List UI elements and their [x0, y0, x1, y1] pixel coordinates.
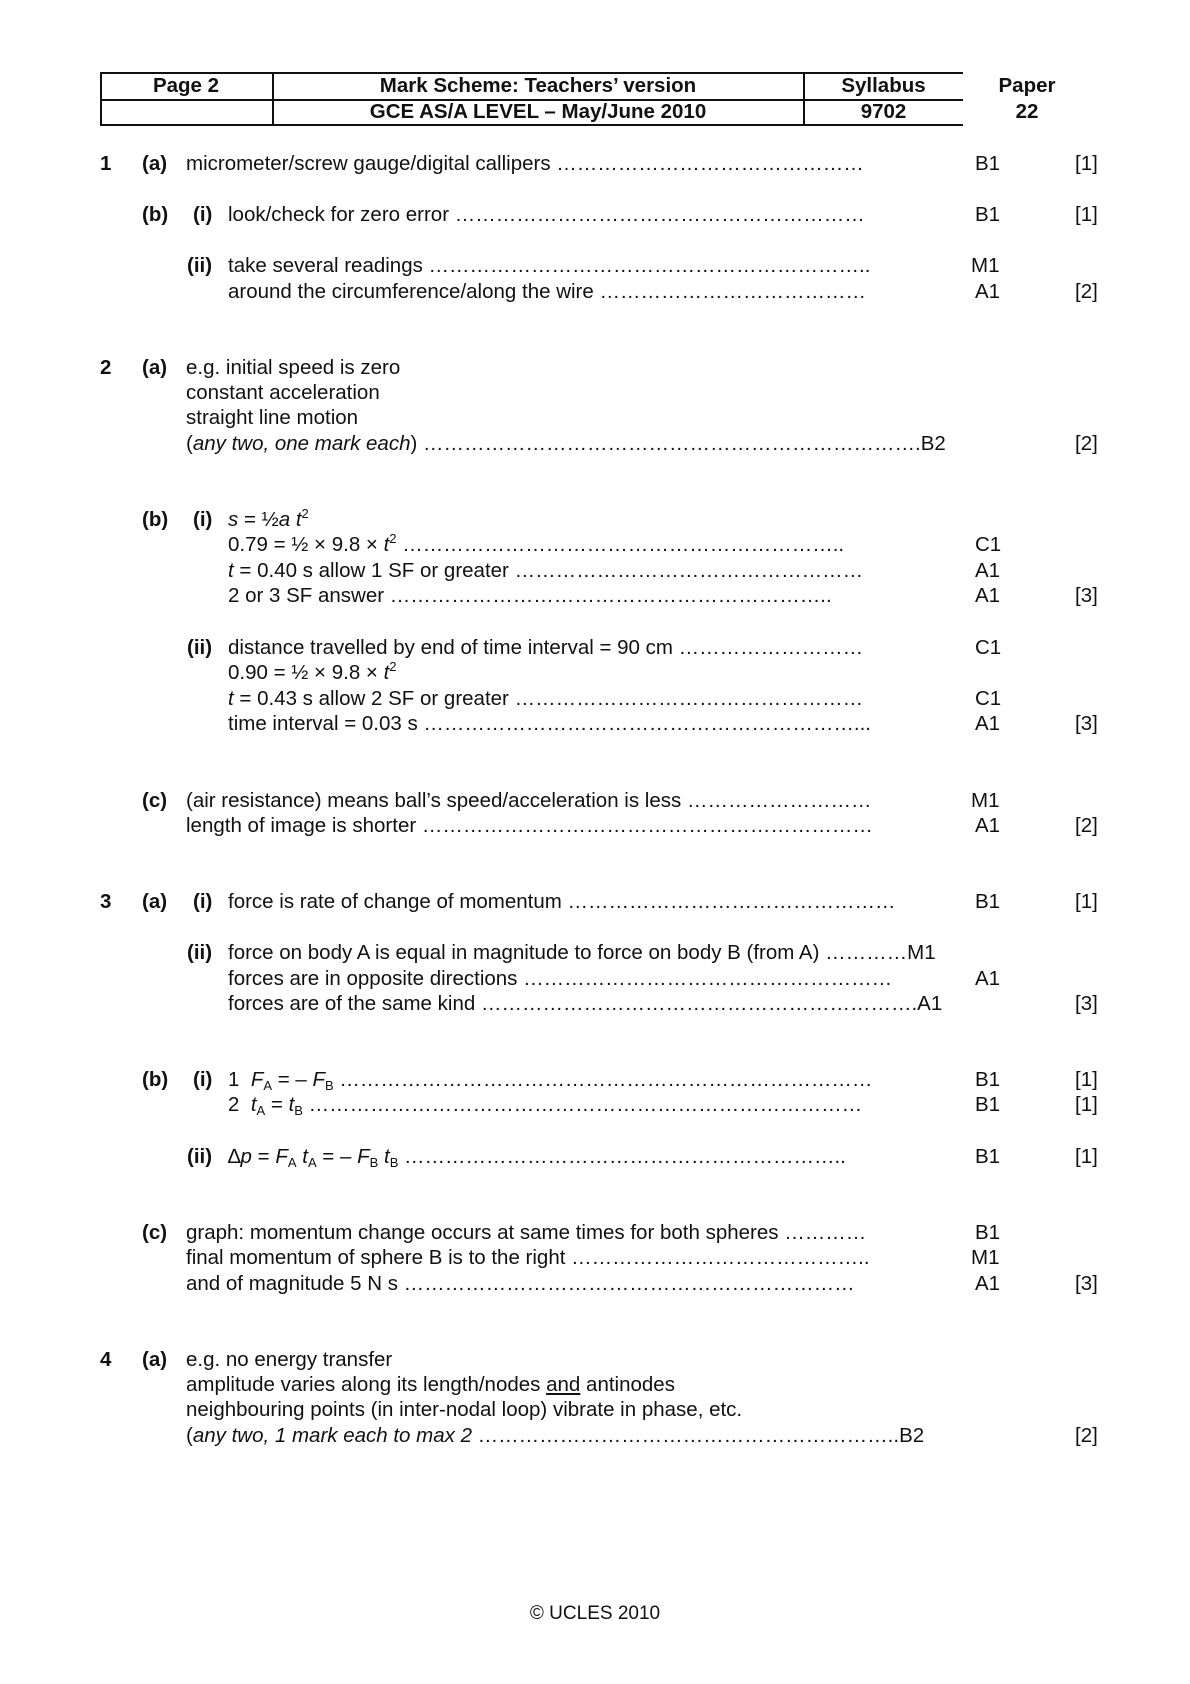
mark: C1 — [975, 687, 1002, 710]
note: any two, one mark each — [192, 432, 411, 455]
header-subtitle: GCE AS/A LEVEL – May/June 2010 — [369, 100, 707, 123]
answer-line: neighbouring points (in inter-nodal loop) vibrate in phase, etc. — [186, 1398, 743, 1421]
header-paper-no: 22 — [1015, 100, 1039, 123]
answer-line: (any two, one mark each) ……………………………………………………………….B2 — [186, 432, 946, 455]
subpart-label: (ii) — [187, 941, 213, 964]
answer-line: forces are of the same kind ……………………………………………………….A1 — [228, 992, 943, 1015]
total-mark: [1] — [1075, 1068, 1098, 1091]
answer-line: force is rate of change of momentum ………………………………………… — [228, 890, 896, 913]
total-mark: [2] — [1075, 1424, 1098, 1447]
answer-line: time interval = 0.03 s ………………………………………………………... — [228, 712, 871, 735]
total-mark: [2] — [1075, 280, 1098, 303]
answer-line: constant acceleration — [186, 381, 380, 404]
mark: B1 — [975, 1093, 1001, 1116]
mark: A1 — [975, 280, 1001, 303]
answer-line: t = 0.43 s allow 2 SF or greater …………………………………………… — [228, 687, 864, 710]
total-mark: [3] — [1075, 584, 1098, 607]
subpart-label: (ii) — [187, 636, 213, 659]
answer-line: 2 or 3 SF answer ……………………………………………………….. — [228, 584, 832, 607]
answer-line: straight line motion — [186, 406, 359, 429]
answer-line: graph: momentum change occurs at same times for both spheres ………… — [186, 1221, 867, 1244]
total-mark: [1] — [1075, 890, 1098, 913]
mark: A1 — [975, 1272, 1001, 1295]
mark: C1 — [975, 533, 1002, 556]
total-mark: [2] — [1075, 432, 1098, 455]
total-mark: [2] — [1075, 814, 1098, 837]
part-label: (a) — [142, 356, 168, 379]
mark: B1 — [975, 152, 1001, 175]
answer-line: take several readings ……………………………………………………….. — [228, 254, 871, 277]
question-number: 4 — [100, 1348, 112, 1371]
mark: A1 — [975, 559, 1001, 582]
question-number: 1 — [100, 152, 112, 175]
total-mark: [1] — [1075, 203, 1098, 226]
part-label: (b) — [142, 203, 169, 226]
subpart-label: (ii) — [187, 254, 213, 277]
equation-line: s = ½a $t^2$ — [228, 506, 309, 531]
part-label: (c) — [142, 789, 168, 812]
mark: B1 — [975, 203, 1001, 226]
equation-line: 1 $F_A$ = – $F_B$ …………………………………………………………………… — [228, 1068, 873, 1093]
part-label: (c) — [142, 1221, 168, 1244]
subpart-label: (i) — [193, 1068, 213, 1091]
header-title: Mark Scheme: Teachers’ version — [379, 74, 697, 97]
question-number: 2 — [100, 356, 112, 379]
part-label: (a) — [142, 152, 168, 175]
part-label: (b) — [142, 508, 169, 531]
total-mark: [1] — [1075, 152, 1098, 175]
answer-line: amplitude varies along its length/nodes and antinodes — [186, 1373, 675, 1396]
mark: A1 — [975, 814, 1001, 837]
mark: B1 — [975, 1145, 1001, 1168]
answer-line: final momentum of sphere B is to the right …………………………………….. — [186, 1246, 870, 1269]
total-mark: [1] — [1075, 1145, 1098, 1168]
answer-line: micrometer/screw gauge/digital callipers ……………………………………… — [186, 152, 864, 175]
mark: B1 — [975, 1221, 1001, 1244]
total-mark: [3] — [1075, 992, 1098, 1015]
mark: A1 — [975, 584, 1001, 607]
total-mark: [1] — [1075, 1093, 1098, 1116]
answer-line: e.g. no energy transfer — [186, 1348, 393, 1371]
mark: M1 — [971, 789, 1000, 812]
subpart-label: (i) — [193, 508, 213, 531]
mark: C1 — [975, 636, 1002, 659]
subpart-label: (ii) — [187, 1145, 213, 1168]
equation-line: $\Delta p = F_A$ $t_A$ = – $F_B$ $t_B$ ……………………………………………………….. — [228, 1145, 846, 1170]
mark: A1 — [975, 712, 1001, 735]
total-mark: [3] — [1075, 712, 1098, 735]
header-syllabus-label: Syllabus — [841, 74, 926, 97]
header-page: Page 2 — [152, 74, 220, 97]
header-table — [100, 72, 963, 126]
mark: M1 — [971, 1246, 1000, 1269]
part-label: (a) — [142, 890, 168, 913]
answer-line: around the circumference/along the wire ………………………………… — [228, 280, 866, 303]
question-number: 3 — [100, 890, 112, 913]
answer-line: look/check for zero error …………………………………………………… — [228, 203, 865, 226]
header-paper-label: Paper — [998, 74, 1056, 97]
subpart-label: (i) — [193, 890, 213, 913]
header-syllabus-code: 9702 — [860, 100, 907, 123]
answer-line: and of magnitude 5 N s ………………………………………………………… — [186, 1272, 855, 1295]
mark: B1 — [975, 1068, 1001, 1091]
part-label: (b) — [142, 1068, 169, 1091]
equation-line: 2 $t_A = t_B$ ……………………………………………………………………… — [228, 1093, 863, 1118]
equation-line: 0.90 = ½ × $9.8 \times t^2$ — [228, 659, 397, 684]
mark: B1 — [975, 890, 1001, 913]
subpart-label: (i) — [193, 203, 213, 226]
answer-line: length of image is shorter ………………………………………………………… — [186, 814, 873, 837]
answer-line: e.g. initial speed is zero — [186, 356, 401, 379]
answer-line: t = 0.40 s allow 1 SF or greater …………………………………………… — [228, 559, 864, 582]
footer-copyright: © UCLES 2010 — [529, 1603, 661, 1624]
mark: M1 — [971, 254, 1000, 277]
mark: A1 — [975, 967, 1001, 990]
answer-line: (any two, 1 mark each to max 2 ……………………………………………………..B2 — [186, 1424, 925, 1447]
answer-line: forces are in opposite directions ……………………………………………… — [228, 967, 893, 990]
part-label: (a) — [142, 1348, 168, 1371]
equation-line: 0.79 = ½ × $9.8 \times t^2$ ……………………………………………………….. — [228, 531, 845, 556]
answer-line: distance travelled by end of time interval = 90 cm ……………………… — [228, 636, 864, 659]
total-mark: [3] — [1075, 1272, 1098, 1295]
note: any two, 1 mark each to max 2 — [192, 1424, 472, 1447]
answer-line: force on body A is equal in magnitude to force on body B (from A) …………M1 — [228, 941, 936, 964]
answer-line: (air resistance) means ball’s speed/acceleration is less ……………………… — [186, 789, 872, 812]
